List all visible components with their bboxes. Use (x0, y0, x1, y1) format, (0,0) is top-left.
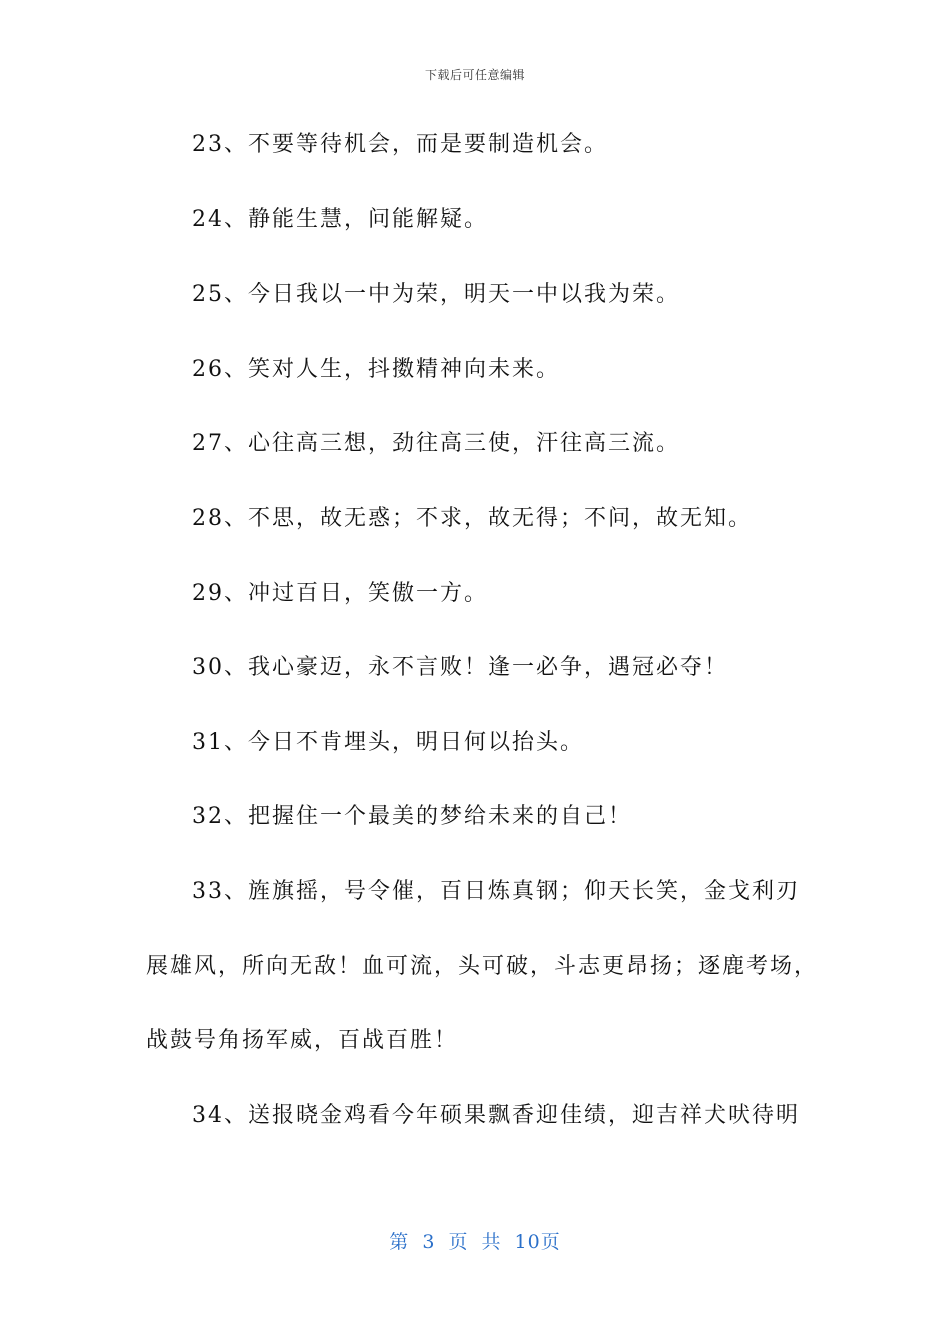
line-text: 34、送报晓金鸡看今年硕果飘香迎佳绩，迎吉祥犬吠待明 (192, 1103, 800, 1128)
line-text: 25、今日我以一中为荣，明天一中以我为荣。 (192, 282, 680, 307)
line-text: 战鼓号角扬军威，百战百胜！ (146, 1028, 459, 1053)
line-text: 23、不要等待机会，而是要制造机会。 (192, 132, 608, 157)
line-text: 26、笑对人生，抖擞精神向未来。 (192, 357, 560, 382)
line-text: 30、我心豪迈，永不言败！逢一必争，遇冠必夺！ (192, 655, 728, 680)
line-text: 27、心往高三想，劲往高三使，汗往高三流。 (192, 431, 680, 456)
line-text: 32、把握住一个最美的梦给未来的自己！ (192, 804, 632, 829)
page-header: 下载后可任意编辑 (424, 68, 525, 82)
line-text: 33、旌旗摇，号令催，百日炼真钢；仰天长笑，金戈利刃 (192, 879, 800, 904)
line-text: 24、静能生慧，问能解疑。 (192, 207, 488, 232)
line-text: 31、今日不肯埋头，明日何以抬头。 (192, 730, 584, 755)
page-footer: 第 3 页 共 10页 (389, 1231, 561, 1253)
line-text: 28、不思，故无惑；不求，故无得；不问，故无知。 (192, 506, 752, 531)
line-text: 展雄风，所向无敌！血可流，头可破，斗志更昂扬；逐鹿考场， (146, 954, 819, 979)
line-text: 29、冲过百日，笑傲一方。 (192, 581, 488, 606)
